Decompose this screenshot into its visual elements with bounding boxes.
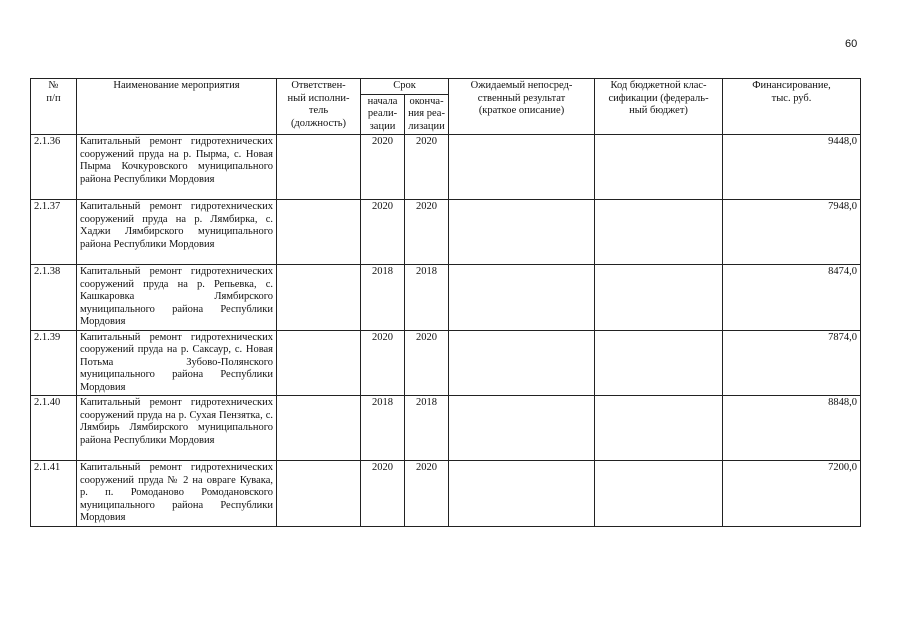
row-end: 2018 <box>405 396 449 461</box>
row-start: 2020 <box>361 330 405 396</box>
row-result <box>449 265 595 331</box>
row-name: Капитальный ремонт гидротехнических сооружений пруда на р. Репьевка, с. Кашкаровка Лямбирского муниципального района Республики Мордовия <box>77 265 277 331</box>
row-responsible <box>277 461 361 527</box>
row-end: 2020 <box>405 461 449 527</box>
row-end: 2020 <box>405 330 449 396</box>
row-financing: 7200,0 <box>723 461 861 527</box>
row-num: 2.1.41 <box>31 461 77 527</box>
row-name: Капитальный ремонт гидротехнических сооружений пруда № 2 на овраге Кувака, р. п. Ромоданово Ромодановского муниципального района Республики Мордовия <box>77 461 277 527</box>
header-financing: Финансирование, тыс. руб. <box>723 79 861 135</box>
measures-table <box>30 78 861 527</box>
table-row <box>31 461 861 527</box>
row-end: 2018 <box>405 265 449 331</box>
row-responsible <box>277 265 361 331</box>
row-responsible <box>277 330 361 396</box>
row-result <box>449 330 595 396</box>
header-term-end: оконча- ния реа- лизации <box>405 94 449 135</box>
row-result <box>449 461 595 527</box>
row-code <box>595 330 723 396</box>
header-responsible: Ответствен- ный исполни- тель (должность) <box>277 79 361 135</box>
row-code <box>595 135 723 200</box>
row-responsible <box>277 135 361 200</box>
table-row <box>31 200 861 265</box>
row-code <box>595 265 723 331</box>
table-row <box>31 330 861 396</box>
header-result: Ожидаемый непосред- ственный результат (краткое описание) <box>449 79 595 135</box>
row-start: 2018 <box>361 265 405 331</box>
table-row <box>31 396 861 461</box>
row-code <box>595 461 723 527</box>
row-end: 2020 <box>405 200 449 265</box>
row-num: 2.1.38 <box>31 265 77 331</box>
row-num: 2.1.36 <box>31 135 77 200</box>
row-responsible <box>277 396 361 461</box>
header-term-start: начала реали- зации <box>361 94 405 135</box>
row-name: Капитальный ремонт гидротехнических сооружений пруда на р. Пырма, с. Новая Пырма Кочкуровского муниципального района Республики Мордовия <box>77 135 277 200</box>
row-financing: 9448,0 <box>723 135 861 200</box>
row-financing: 7874,0 <box>723 330 861 396</box>
row-num: 2.1.39 <box>31 330 77 396</box>
row-start: 2020 <box>361 461 405 527</box>
row-name: Капитальный ремонт гидротехнических сооружений пруда на р. Сухая Пензятка, с. Лямбирь Лямбирского муниципального района Республики Мордовия <box>77 396 277 461</box>
page-number: 60 <box>845 38 858 50</box>
row-start: 2020 <box>361 135 405 200</box>
row-result <box>449 135 595 200</box>
table-row <box>31 135 861 200</box>
row-name: Капитальный ремонт гидротехнических сооружений пруда на р. Саксаур, с. Новая Потьма Зубово-Полянского муниципального района Республики Мордовия <box>77 330 277 396</box>
row-name: Капитальный ремонт гидротехнических сооружений пруда на р. Лямбирка, с. Хаджи Лямбирского муниципального района Республики Мордовия <box>77 200 277 265</box>
row-financing: 7948,0 <box>723 200 861 265</box>
row-num: 2.1.40 <box>31 396 77 461</box>
header-term: Срок <box>361 79 449 95</box>
row-result <box>449 396 595 461</box>
row-num: 2.1.37 <box>31 200 77 265</box>
row-result <box>449 200 595 265</box>
header-budget-code: Код бюджетной клас- сификации (федераль- ный бюджет) <box>595 79 723 135</box>
header-num: № п/п <box>31 79 77 135</box>
row-start: 2018 <box>361 396 405 461</box>
table-row <box>31 265 861 331</box>
row-start: 2020 <box>361 200 405 265</box>
row-financing: 8848,0 <box>723 396 861 461</box>
header-name: Наименование мероприятия <box>77 79 277 135</box>
row-code <box>595 200 723 265</box>
row-responsible <box>277 200 361 265</box>
row-code <box>595 396 723 461</box>
row-financing: 8474,0 <box>723 265 861 331</box>
row-end: 2020 <box>405 135 449 200</box>
